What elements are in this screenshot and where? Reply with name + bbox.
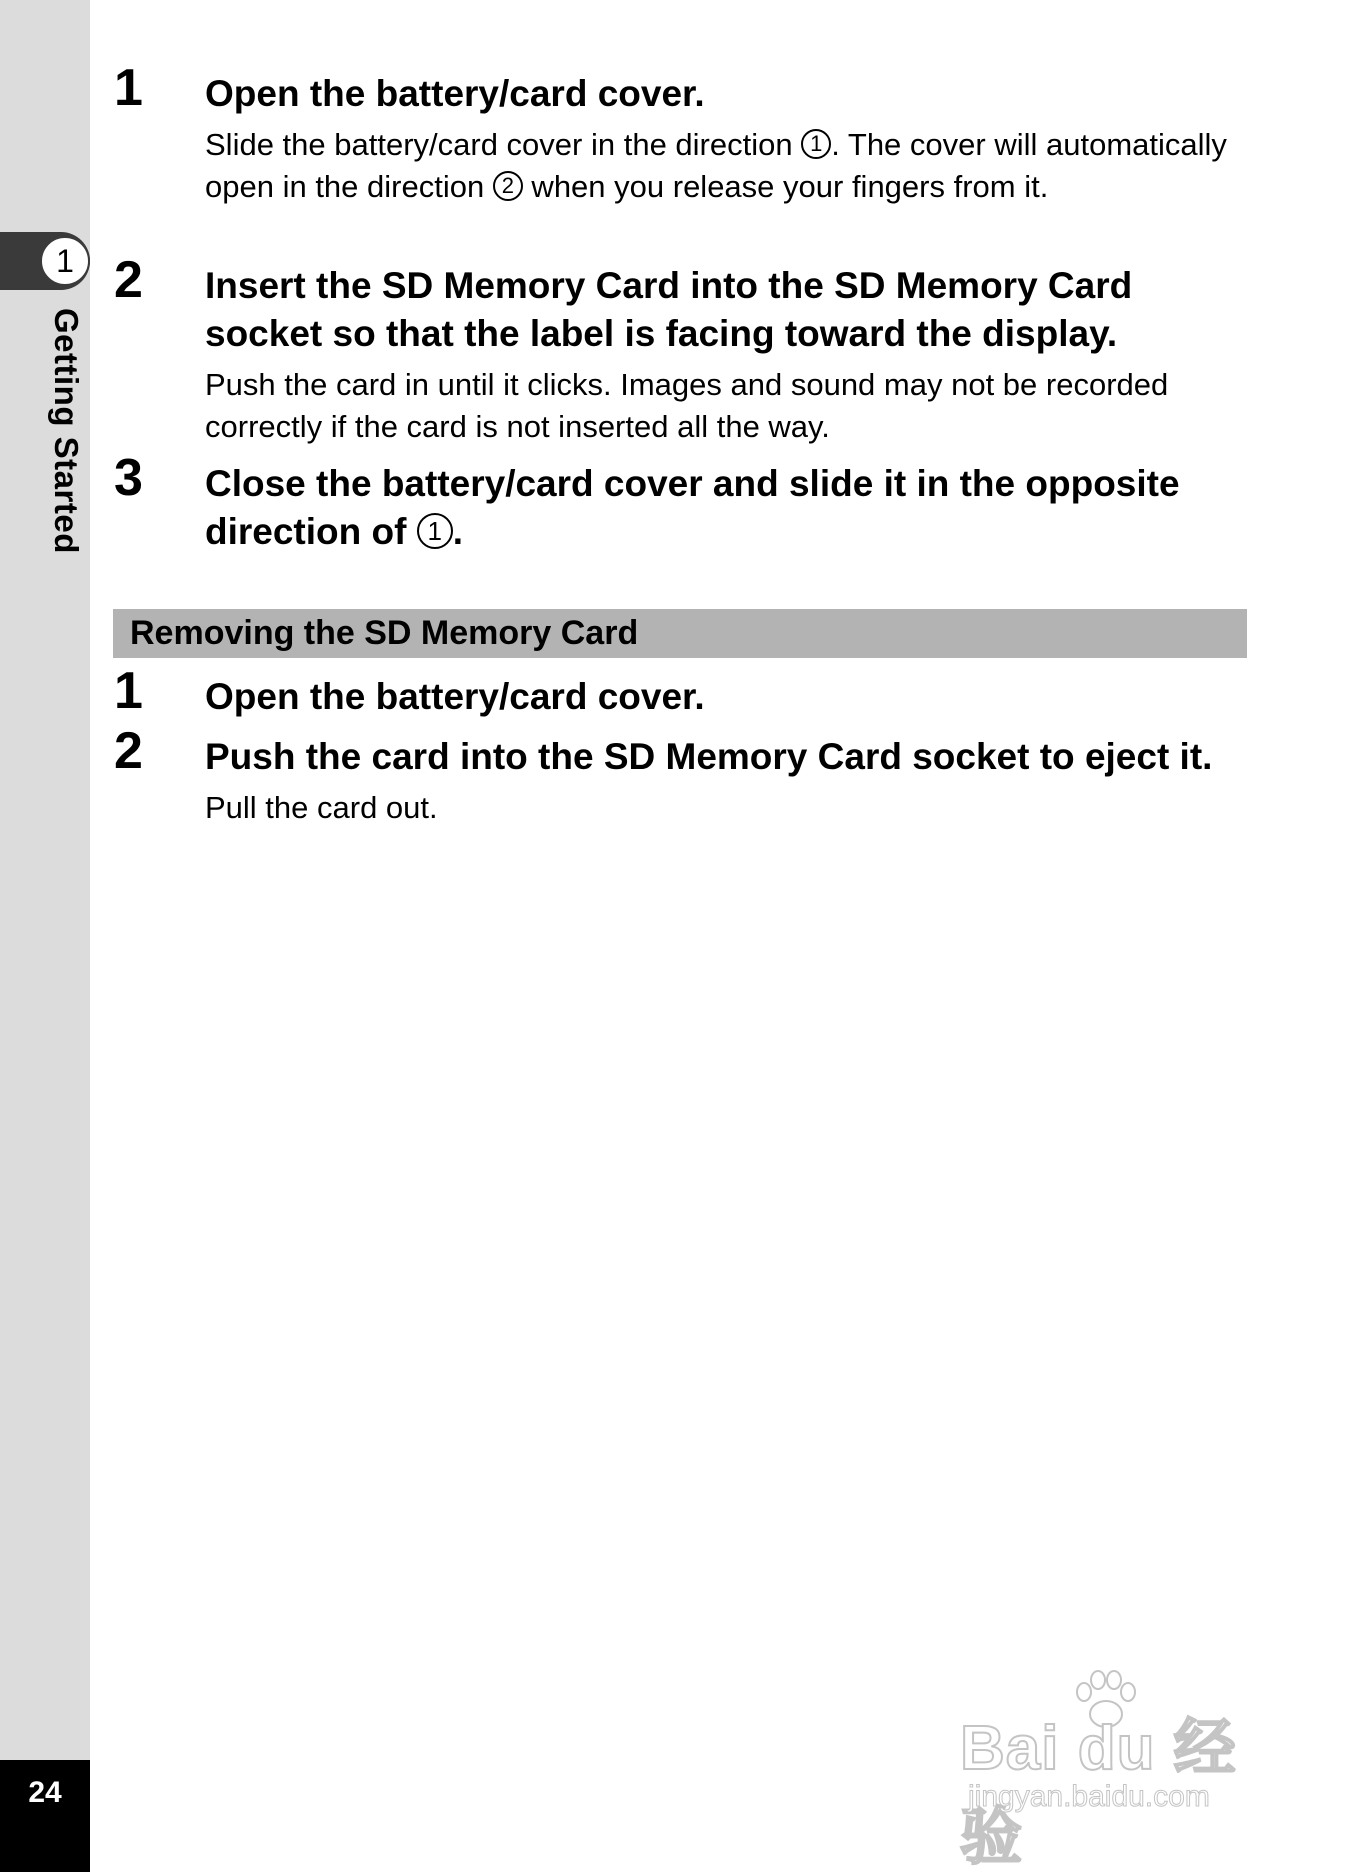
section-heading: Removing the SD Memory Card <box>130 614 639 652</box>
step-number: 2 <box>114 722 143 780</box>
step-number: 1 <box>114 59 143 117</box>
watermark-url: jingyan.baidu.com <box>968 1780 1210 1813</box>
step-body-text: . The cover will automatically open in the direction <box>205 127 1227 204</box>
step-title-text: Close the battery/card cover and slide it in the opposite direction of <box>205 463 1180 552</box>
step-title: Open the battery/card cover. <box>205 73 705 114</box>
insert-step-1 <box>114 59 1254 208</box>
chapter-number: 1 <box>40 236 90 286</box>
remove-step-1 <box>114 662 1254 721</box>
step-body: Pull the card out. <box>205 790 438 825</box>
step-body: Push the card in until it clicks. Images and sound may not be recorded correctly if the card is not inserted all the way. <box>205 367 1169 444</box>
watermark-brand: Bai du 经验 <box>960 1714 1237 1872</box>
step-number: 2 <box>114 251 143 309</box>
insert-step-2 <box>114 251 1254 448</box>
step-title: Push the card into the SD Memory Card socket to eject it. <box>205 736 1213 777</box>
step-number: 3 <box>114 449 143 507</box>
step-body-text: Slide the battery/card cover in the direction <box>205 127 802 162</box>
page-number: 24 <box>28 1776 62 1809</box>
step-title-text: . <box>452 511 464 552</box>
circled-number-1: 1 <box>801 129 831 159</box>
step-title: Open the battery/card cover. <box>205 676 705 717</box>
step-body-text: when you release your fingers from it. <box>522 169 1049 204</box>
step-body <box>205 124 1255 208</box>
circled-number-2: 2 <box>493 171 523 201</box>
remove-step-2 <box>114 722 1254 829</box>
chapter-label: Getting Started <box>48 308 85 554</box>
insert-step-3 <box>114 449 1254 556</box>
circled-number-1: 1 <box>417 513 453 549</box>
step-number: 1 <box>114 662 143 720</box>
step-title: Insert the SD Memory Card into the SD Memory Card socket so that the label is facing toward the display. <box>205 265 1133 354</box>
step-title <box>205 460 1255 556</box>
baidu-watermark <box>960 1670 1290 1872</box>
